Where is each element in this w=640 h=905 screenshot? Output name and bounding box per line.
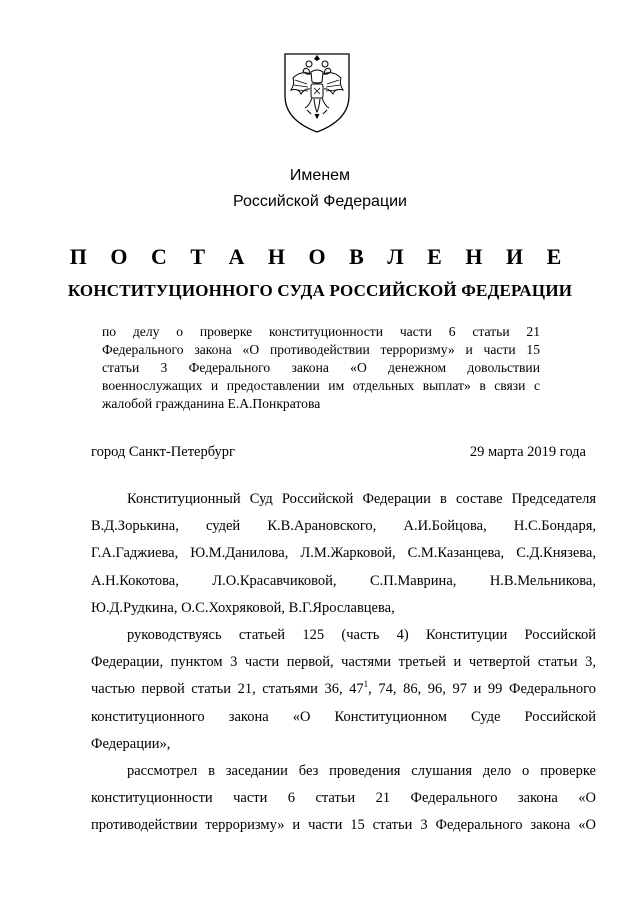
body-line: Федерации, пунктом 3 части первой, частями третьей и четвертой статьи 3, bbox=[91, 654, 596, 671]
body-text-fragment: частью первой статьи 21, статьями 36, 47 bbox=[91, 681, 364, 698]
body-line bbox=[91, 676, 596, 703]
body-line: конституционности части 6 статьи 21 Федерального закона «О bbox=[91, 790, 596, 807]
case-subject-line: статьи 3 Федерального закона «О денежном довольствии bbox=[102, 360, 540, 375]
body-line: Г.А.Гаджиева, Ю.М.Данилова, Л.М.Жарковой, С.М.Казанцева, С.Д.Князева, bbox=[91, 545, 596, 562]
case-subject bbox=[102, 323, 540, 413]
body-line: А.Н.Кокотова, Л.О.Красавчиковой, С.П.Маврина, Н.В.Мельникова, bbox=[91, 572, 596, 589]
date: 29 марта 2019 года bbox=[469, 444, 586, 460]
body-line: Конституционный Суд Российской Федерации в составе Председателя bbox=[127, 491, 596, 507]
body-line: В.Д.Зорькина, судей К.В.Арановского, А.И.Бойцова, Н.С.Бондаря, bbox=[91, 518, 596, 535]
header-line-by-name: Именем bbox=[289, 167, 351, 184]
body-line: руководствуясь статьей 125 (часть 4) Конституции Российской bbox=[127, 626, 596, 643]
body-line: конституционного закона «О Конституционном Суде Российской bbox=[91, 708, 596, 725]
city: город Санкт-Петербург bbox=[91, 444, 236, 460]
body-line: Ю.Д.Рудкина, О.С.Хохряковой, В.Г.Ярославцева, bbox=[91, 599, 395, 616]
coat-of-arms-emblem-icon bbox=[279, 48, 355, 134]
document-body bbox=[91, 486, 596, 839]
body-line: рассмотрел в заседании без проведения слушания дело о проверке bbox=[127, 762, 596, 779]
case-subject-line: Федерального закона «О противодействии терроризму» и части 15 bbox=[102, 342, 540, 357]
court-name: КОНСТИТУЦИОННОГО СУДА РОССИЙСКОЙ ФЕДЕРАЦИИ bbox=[67, 281, 573, 300]
body-line: противодействии терроризму» и части 15 статьи 3 Федерального закона «О bbox=[91, 817, 596, 834]
case-subject-line: жалобой гражданина Е.А.Понкратова bbox=[102, 396, 321, 411]
case-subject-line: военнослужащих и предоставлении им отдельных выплат» в связи с bbox=[102, 378, 540, 393]
header-line-russian-federation: Российской Федерации bbox=[233, 193, 407, 210]
case-subject-line: по делу о проверке конституционности части 6 статьи 21 bbox=[102, 324, 540, 339]
body-text-fragment: , 74, 86, 96, 97 и 99 Федерального bbox=[368, 681, 596, 698]
document-title: П О С Т А Н О В Л Е Н И Е bbox=[69, 244, 571, 269]
body-line: Федерации», bbox=[91, 735, 171, 752]
superscript: 1 bbox=[363, 679, 369, 690]
